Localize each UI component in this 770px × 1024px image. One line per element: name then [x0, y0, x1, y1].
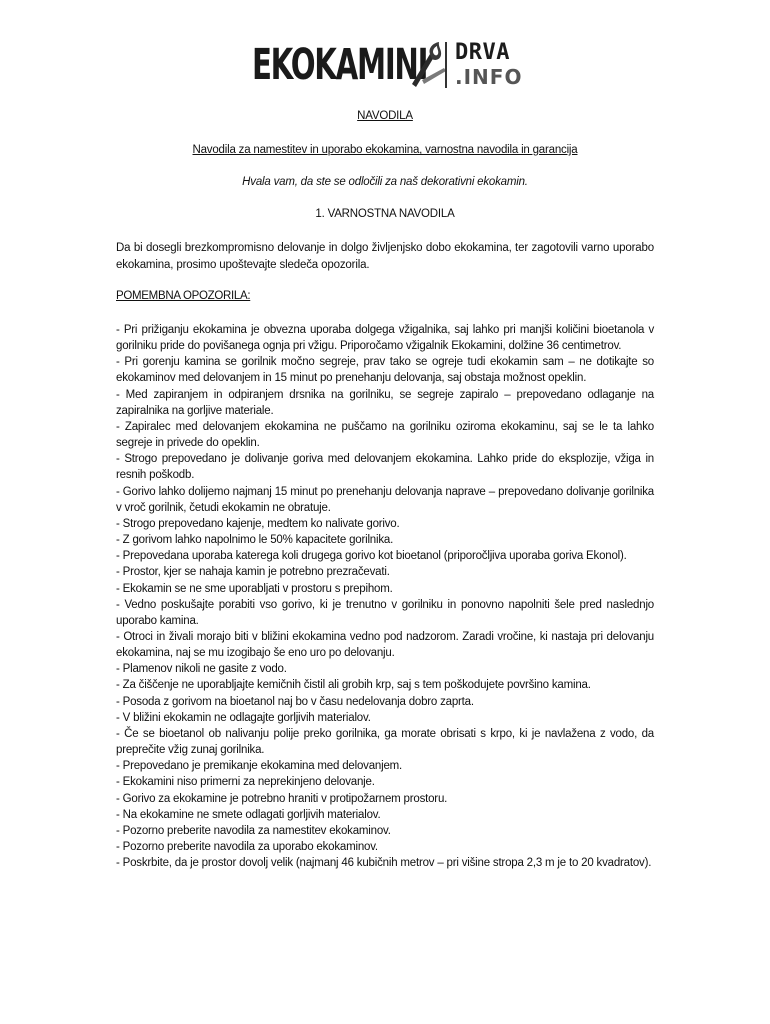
document-subtitle: Navodila za namestitev in uporabo ekokamina, varnostna navodila in garancija: [192, 144, 578, 156]
warnings-heading: POMEMBNA OPOZORILA:: [116, 290, 251, 302]
warning-item: - Za čiščenje ne uporabljajte kemičnih čistil ali grobih krp, saj s tem poškodujete površino kamina.: [116, 679, 591, 692]
logo-divider: [445, 42, 447, 88]
warning-item: - V bližini ekokamin ne odlagajte gorljivih materialov.: [116, 711, 371, 724]
ekokamini-logo: [252, 36, 444, 96]
warning-item: - Z gorivom lahko napolnimo le 50% kapacitete gorilnika.: [116, 534, 394, 547]
warning-item: - Poskrbite, da je prostor dovolj velik (najmanj 46 kubičnih metrov – pri višine stropa 2,3 m je to 20 kvadratov).: [116, 857, 652, 870]
warning-item: - Prostor, kjer se nahaja kamin je potrebno prezračevati.: [116, 566, 390, 579]
ekokamini-wordmark: EKOKAMINI: [252, 40, 428, 91]
drva-logo-line1: DRVA: [455, 40, 510, 65]
intro-paragraph: Da bi dosegli brezkompromisno delovanje in dolgo življenjsko dobo ekokamina, ter zagotovili varno uporabo ekokamina, prosimo upoštevajte sledeča opozorila.: [116, 242, 654, 271]
document-title: NAVODILA: [357, 110, 413, 122]
warning-item: - Prepovedana uporaba katerega koli drugega gorivo kot bioetanol (priporočljiva uporaba goriva Ekonol).: [116, 550, 627, 563]
warning-item: - Prepovedano je premikanje ekokamina med delovanjem.: [116, 760, 403, 773]
warnings-list: [116, 322, 654, 871]
warning-item: - Pri gorenju kamina se gorilnik močno segreje, prav tako se ogreje tudi ekokamin sam – ne dotikajte so ekokaminov med delovanjem in 15 minut po prenehanju delovanja, saj obstaja možnost opeklin.: [116, 356, 654, 385]
warning-item: - Če se bioetanol ob nalivanju polije preko gorilnika, ga morate obrisati s krpo, ki je navlažena z vodo, da preprečite vžig zunaj gorilnika.: [116, 727, 654, 757]
thanks-line: Hvala vam, da ste se odločili za naš dekorativni ekokamin.: [242, 176, 528, 188]
warning-item: - Ekokamini niso primerni za neprekinjeno delovanje.: [116, 776, 375, 789]
drva-logo-line2: .INFO: [455, 65, 523, 89]
warning-item: - Zapiralec med delovanjem ekokamina ne puščamo na gorilniku oziroma ekokaminu, saj se le ta lahko segreje in privede do opeklin.: [116, 420, 654, 450]
warning-item: - Otroci in živali morajo biti v bližini ekokamina vedno pod nadzorom. Zaradi vročine, ki nastaja pri delovanju ekokamina, naj se mu izogibajo še eno uro po delovanju.: [116, 630, 654, 660]
warning-item: - Med zapiranjem in odpiranjem drsnika na gorilniku, se segreje zapiralo – prepovedano odlaganje na zapiralnika na gorljive materiale.: [116, 388, 654, 417]
section-heading: 1. VARNOSTNA NAVODILA: [315, 208, 455, 220]
flame-axe-icon: [400, 40, 448, 92]
warning-item: - Plamenov nikoli ne gasite z vodo.: [116, 663, 287, 676]
warning-item: - Pozorno preberite navodila za uporabo ekokaminov.: [116, 841, 378, 853]
warning-item: - Gorivo lahko dolijemo najmanj 15 minut po prenehanju delovanja naprave – prepovedano dolivanje gorilnika v vroč gorilnik, četudi ekokamin ne obratuje.: [116, 485, 654, 514]
warning-item: - Strogo prepovedano kajenje, medtem ko nalivate gorivo.: [116, 517, 400, 530]
warning-item: - Gorivo za ekokamine je potrebno hraniti v protipožarnem prostoru.: [116, 792, 448, 805]
warning-item: - Posoda z gorivom na bioetanol naj bo v času nedelovanja dobro zaprta.: [116, 695, 474, 708]
warning-item: - Pri prižiganju ekokamina je obvezna uporaba dolgega vžigalnika, saj lahko pri manjši količini bioetanola v gorilniku pride do povišanega ognja pri vžigu. Priporočamo vžigalnik Ekokamini, dolžine 36 centimetrov.: [116, 324, 654, 353]
header-logo: [0, 36, 770, 96]
warning-item: - Ekokamin se ne sme uporabljati v prostoru s prepihom.: [116, 582, 393, 595]
warning-item: - Pozorno preberite navodila za namestitev ekokaminov.: [116, 824, 391, 837]
warning-item: - Na ekokamine ne smete odlagati gorljivih materialov.: [116, 808, 381, 821]
warning-item: - Strogo prepovedano je dolivanje goriva med delovanjem ekokamina. Lahko pride do eksplozije, vžiga in resnih poškodb.: [116, 453, 654, 482]
warning-item: - Vedno poskušajte porabiti vso gorivo, ki je trenutno v gorilniku in ponovno napolniti šele pred naslednjo uporabo kamina.: [116, 598, 654, 627]
